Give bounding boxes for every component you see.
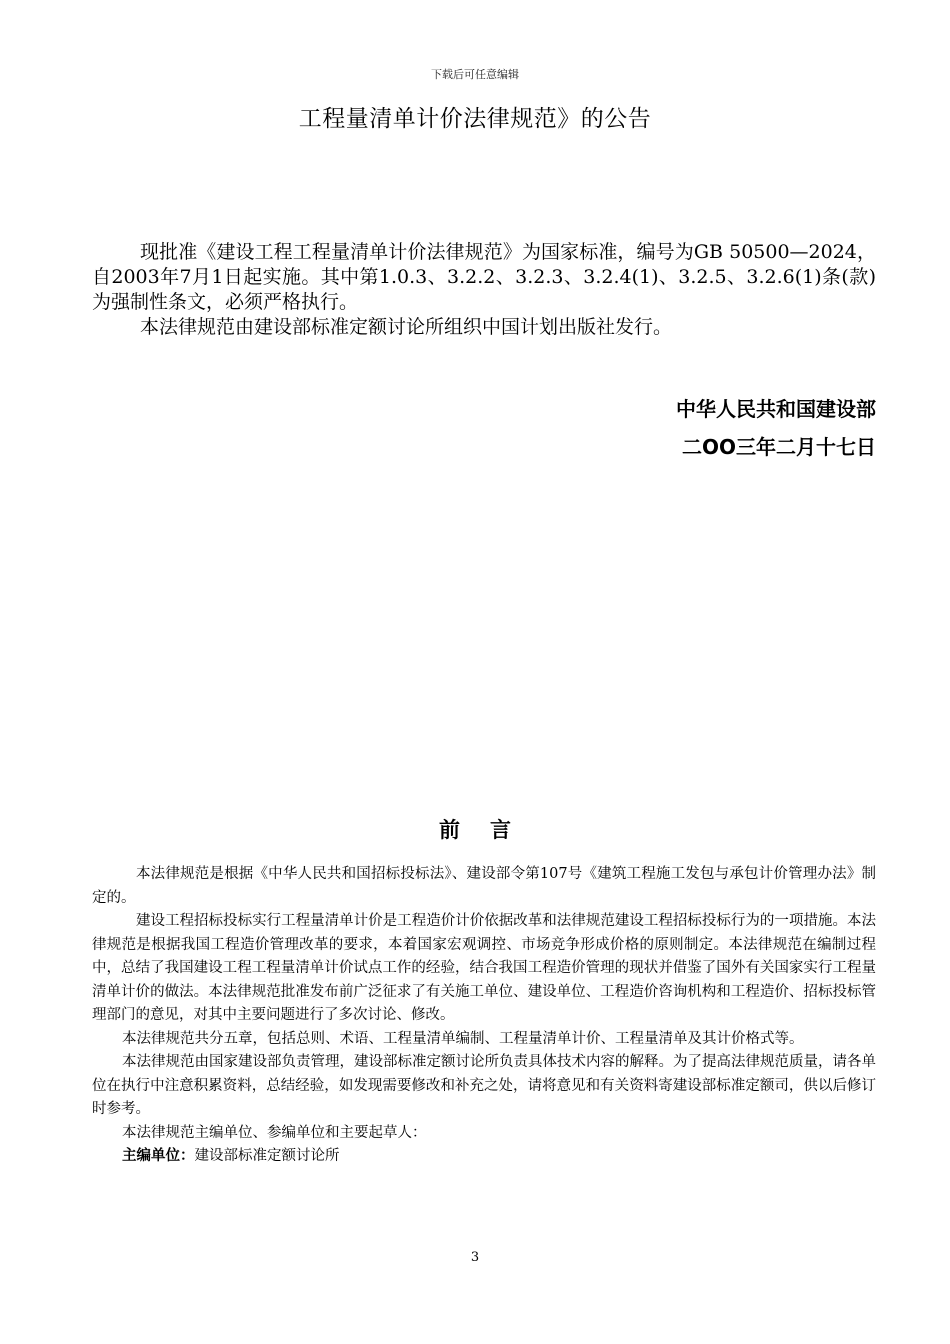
issuer-name: 中华人民共和国建设部	[676, 397, 876, 421]
preface-paragraph: 本法律规范由国家建设部负责管理，建设部标准定额讨论所负责具体技术内容的解释。为了提高法律规范质量，请各单位在执行中注意积累资料，总结经验，如发现需要修改和补充之处，请将意见和有关资料寄建设部标准定额司，供以后修订时参考。	[92, 1054, 876, 1117]
chief-editor-label: 主编单位：	[122, 1148, 195, 1164]
preface-title: 前言	[439, 818, 541, 842]
chief-editor-line	[92, 1145, 876, 1169]
preface-paragraph: 建设工程招标投标实行工程量清单计价是工程造价计价依据改革和法律规范建设工程招标投标行为的一项措施。本法律规范是根据我国工程造价管理改革的要求，本着国家宏观调控、市场竞争形成价格的原则制定。本法律规范在编制过程中，总结了我国建设工程工程量清单计价试点工作的经验，结合我国工程造价管理的现状并借鉴了国外有关国家实行工程量清单计价的做法。本法律规范批准发布前广泛征求了有关施工单位、建设单位、工程造价咨询机构和工程造价、招标投标管理部门的意见，对其中主要问题进行了多次讨论、修改。	[92, 913, 876, 1023]
preface-body	[92, 863, 876, 1169]
preface-paragraph: 本法律规范共分五章，包括总则、术语、工程量清单编制、工程量清单计价、工程量清单及其计价格式等。	[122, 1030, 804, 1047]
preface-paragraph: 本法律规范是根据《中华人民共和国招标投标法》、建设部令第107号《建筑工程施工发包与承包计价管理办法》制定的。	[92, 866, 876, 906]
issue-date: 二OO三年二月十七日	[681, 435, 876, 459]
announcement-body	[92, 240, 876, 340]
page-number: 3	[470, 1250, 480, 1265]
preface-paragraph: 本法律规范主编单位、参编单位和主要起草人：	[122, 1124, 427, 1141]
announcement-paragraph: 现批准《建设工程工程量清单计价法律规范》为国家标准，编号为GB 50500—2024，自2003年7月1日起实施。其中第1.0.3、3.2.2、3.2.3、3.2.4(1)、3.2.5、3.2.6(1)条(款)为强制性条文，必须严格执行。	[92, 241, 876, 313]
header-note: 下载后可任意编辑	[431, 68, 519, 81]
announcement-title: 工程量清单计价法律规范》的公告	[298, 106, 652, 132]
announcement-paragraph: 本法律规范由建设部标准定额讨论所组织中国计划出版社发行。	[140, 316, 673, 338]
chief-editor-value: 建设部标准定额讨论所	[194, 1148, 340, 1164]
signature-block	[676, 390, 876, 466]
